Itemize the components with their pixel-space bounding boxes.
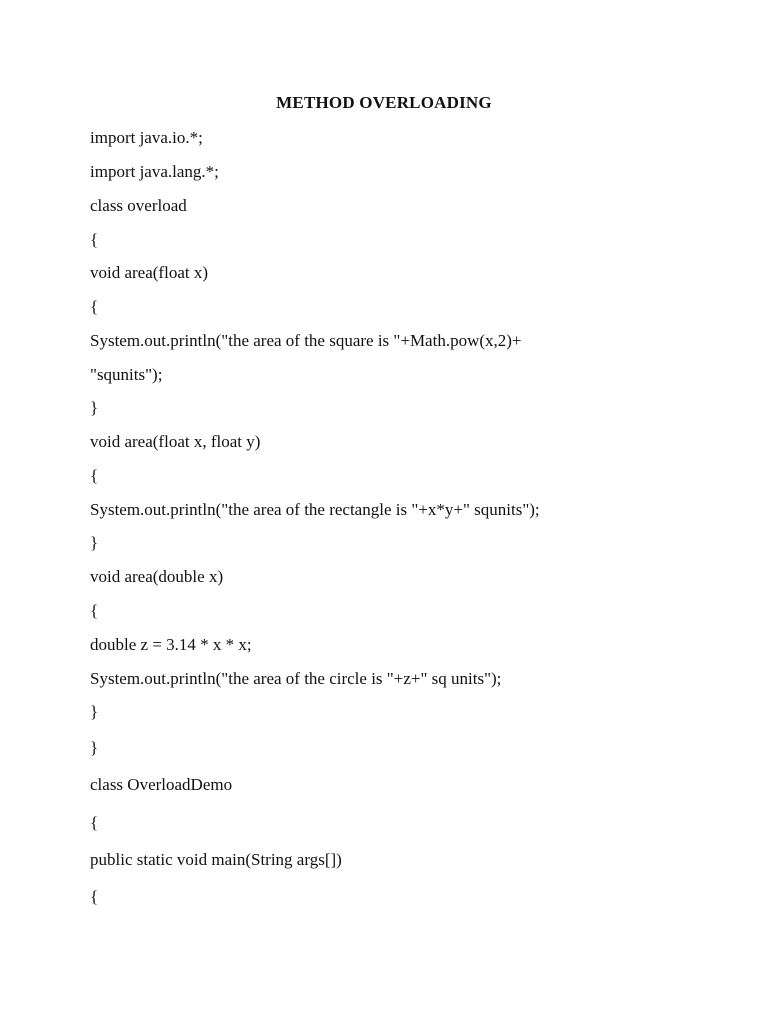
code-line: } xyxy=(90,398,99,417)
page-title: METHOD OVERLOADING xyxy=(276,93,492,112)
code-line: import java.lang.*; xyxy=(90,162,219,181)
code-line: class OverloadDemo xyxy=(90,775,233,794)
code-line: { xyxy=(90,230,99,249)
code-line: { xyxy=(90,297,99,316)
code-line: System.out.println("the area of the rectangle is "+x*y+" squnits"); xyxy=(90,500,540,519)
code-line: } xyxy=(90,533,99,552)
code-line: public static void main(String args[]) xyxy=(90,850,342,869)
code-line: { xyxy=(90,887,99,906)
code-line: import java.io.*; xyxy=(90,128,203,147)
code-line: { xyxy=(90,601,99,620)
code-line: void area(float x, float y) xyxy=(90,432,261,451)
code-line: void area(double x) xyxy=(90,567,224,586)
code-line: System.out.println("the area of the square is "+Math.pow(x,2)+ xyxy=(90,331,522,350)
code-line: } xyxy=(90,702,99,721)
code-line: { xyxy=(90,813,99,832)
code-line: { xyxy=(90,466,99,485)
code-line: void area(float x) xyxy=(90,263,208,282)
code-line: System.out.println("the area of the circle is "+z+" sq units"); xyxy=(90,669,502,688)
code-line: "squnits"); xyxy=(90,365,163,384)
code-line: class overload xyxy=(90,196,187,215)
code-line: double z = 3.14 * x * x; xyxy=(90,635,252,654)
code-line: } xyxy=(90,738,99,757)
